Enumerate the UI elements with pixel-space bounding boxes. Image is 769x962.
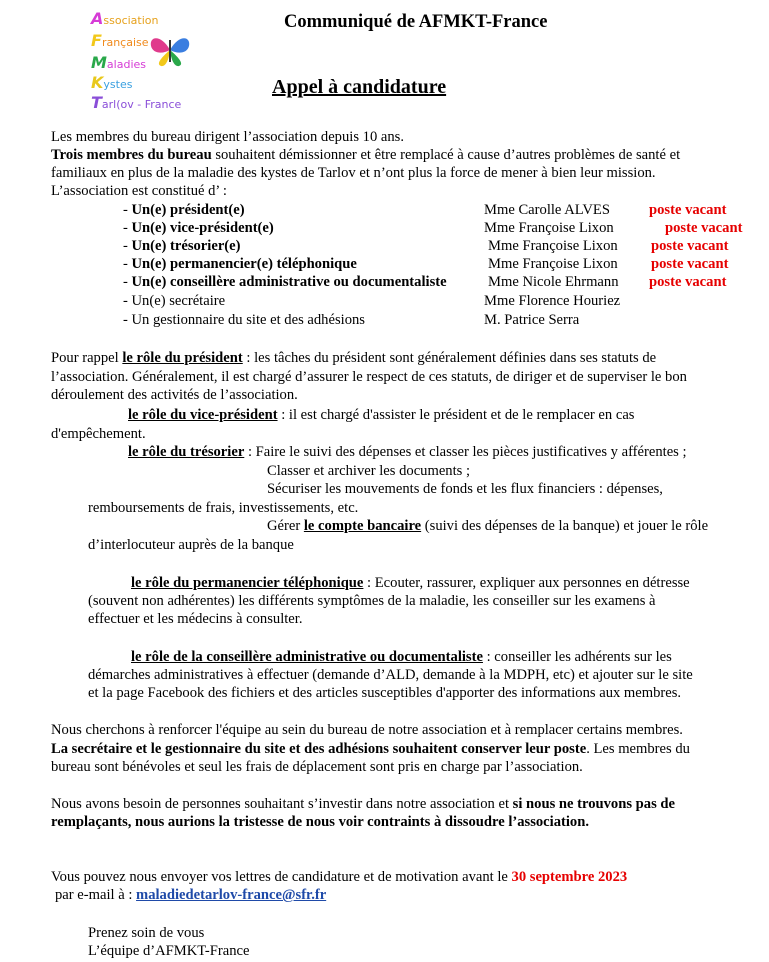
intro-line-3: familiaux en plus de la maladie des kystes de Tarlov et n’ont plus la force de mener à bien leur mission. (51, 165, 656, 181)
renfort-line-1: Nous cherchons à renforcer l'équipe au sein du bureau de notre association et à remplacer certains membres. (51, 722, 683, 738)
email-link[interactable]: maladiedetarlov-france@sfr.fr (136, 887, 327, 903)
besoin-line-2: remplaçants, nous aurions la tristesse de nous voir contraints à dissoudre l’association. (51, 814, 589, 830)
logo-line-kystes: Kystes (91, 73, 133, 92)
closing-line-2: L’équipe d’AFMKT-France (88, 943, 250, 959)
president-line-3: déroulement des activités de l’association. (51, 387, 298, 403)
permanencier-line-2: (souvent non adhérentes) les différents symptômes de la maladie, les conseiller sur les examens à (88, 593, 656, 609)
permanencier-line-1: le rôle du permanencier téléphonique : Ecouter, rassurer, expliquer aux personnes en détresse (131, 575, 690, 591)
tresorier-line-4: remboursements de frais, investissements, etc. (88, 500, 359, 516)
closing-line-1: Prenez soin de vous (88, 925, 205, 941)
page-title: Communiqué de AFMKT-France (284, 12, 548, 32)
tresorier-line-5: Gérer le compte bancaire (suivi des dépenses de la banque) et jouer le rôle (267, 518, 709, 534)
tresorier-line-6: d’interlocuteur auprès de la banque (88, 537, 294, 553)
logo-line-association: Association (91, 9, 159, 28)
butterfly-icon (147, 32, 193, 68)
tresorier-line-3: Sécuriser les mouvements de fonds et les flux financiers : dépenses, (267, 481, 663, 497)
tresorier-line-2: Classer et archiver les documents ; (267, 463, 471, 479)
deadline-date: 30 septembre 2023 (511, 869, 628, 885)
logo-line-francaise: Française (91, 31, 149, 50)
president-line-2: l’association. Généralement, il est chargé d’assurer le respect de ces statuts, de diriger et de superviser le bon (51, 369, 687, 385)
president-line-1: Pour rappel le rôle du président : les tâches du président sont généralement définies dans ses statuts de (51, 350, 657, 366)
conseillere-line-2: démarches administratives à effectuer (demande d’ALD, demande à la MDPH, etc) et ajouter sur le site (88, 667, 693, 683)
besoin-line-1: Nous avons besoin de personnes souhaitant s’investir dans notre association et si nous ne trouvons pas de (51, 796, 675, 812)
intro-line-1: Les membres du bureau dirigent l’association depuis 10 ans. (51, 129, 405, 145)
logo-line-tarlov: Tarl(ov - France (91, 93, 182, 112)
conseillere-line-3: et la page Facebook des fichiers et des articles susceptibles d'apporter des informations aux membres. (88, 685, 682, 701)
logo-line-maladies: Maladies (91, 53, 146, 72)
contact-line-1: Vous pouvez nous envoyer vos lettres de candidature et de motivation avant le 30 septembre 2023 (51, 869, 628, 885)
tresorier-line-1: le rôle du trésorier : Faire le suivi des dépenses et classer les pièces justificatives y afférentes ; (128, 444, 687, 460)
renfort-line-3: bureau sont bénévoles et seul les frais de déplacement sont pris en charge par l’association. (51, 759, 583, 775)
intro-line-4: L’association est constitué d’ : (51, 183, 227, 199)
intro-line-2: Trois membres du bureau souhaitent démissionner et être remplacé à cause d’autres problèmes de santé et (51, 147, 681, 163)
vice-line-2: d'empêchement. (51, 426, 146, 442)
association-logo (85, 9, 195, 112)
renfort-line-2: La secrétaire et le gestionnaire du site et des adhésions souhaitent conserver leur poste. Les membres du (51, 741, 690, 757)
conseillere-line-1: le rôle de la conseillère administrative ou documentaliste : conseiller les adhérents sur les (131, 649, 672, 665)
contact-line-2: par e-mail à : maladiedetarlov-france@sfr.fr (55, 887, 327, 903)
page-subtitle: Appel à candidature (272, 76, 447, 98)
vice-line-1: le rôle du vice-président : il est chargé d'assister le président et de le remplacer en cas (128, 407, 635, 423)
permanencier-line-3: effectuer et les médecins à consulter. (88, 611, 303, 627)
